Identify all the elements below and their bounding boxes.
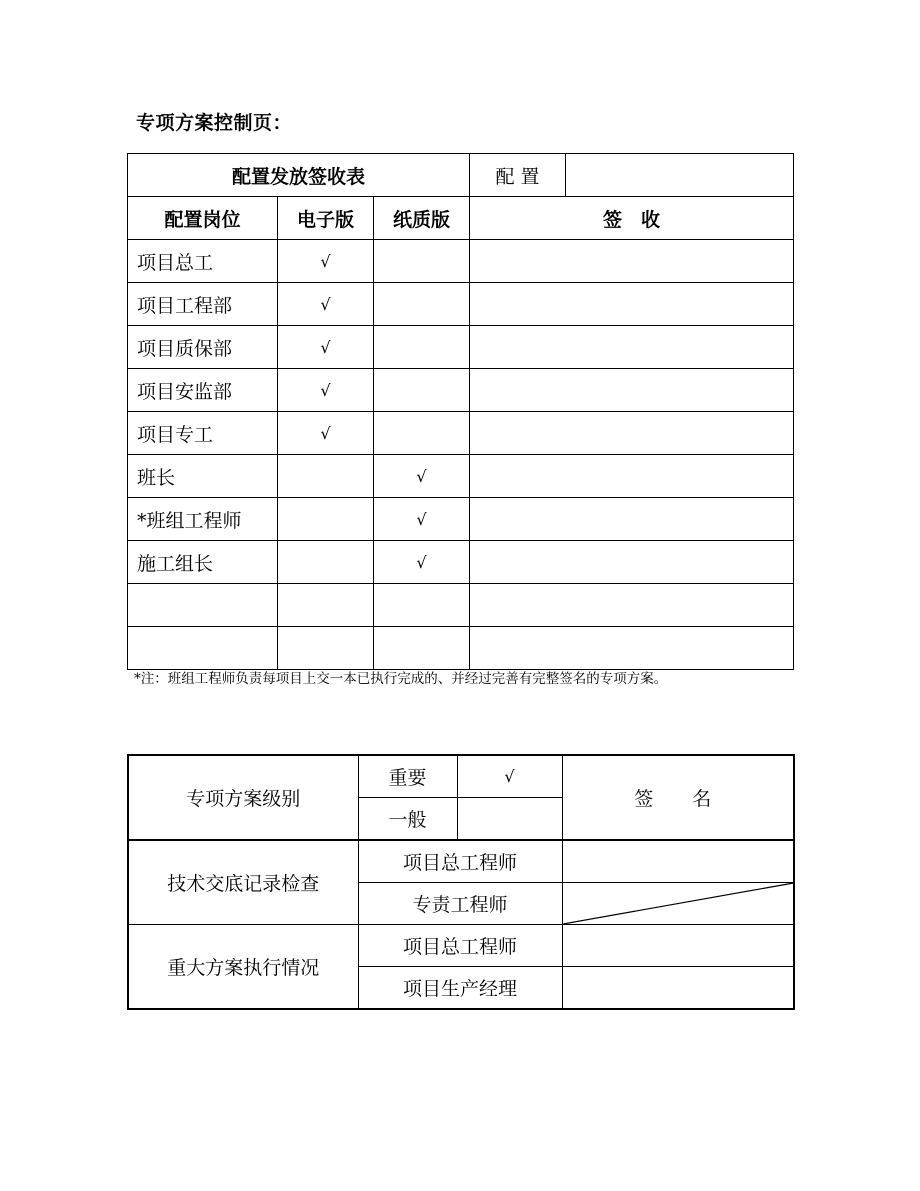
electronic-check — [278, 627, 374, 670]
level-important-mark: √ — [457, 755, 562, 798]
major-role-1: 项目总工程师 — [358, 925, 562, 967]
tech-role-1: 项目总工程师 — [358, 840, 562, 883]
paper-check — [374, 412, 470, 455]
electronic-check — [278, 541, 374, 584]
distribution-header-row — [128, 197, 794, 240]
position-cell: 项目专工 — [128, 412, 278, 455]
diagonal-strike-line — [563, 883, 794, 924]
tech-row-1 — [128, 840, 794, 883]
page-title: 专项方案控制页： — [136, 112, 293, 134]
level-general-mark — [457, 798, 562, 841]
level-general: 一般 — [358, 798, 457, 841]
position-cell — [128, 627, 278, 670]
sign-cell — [470, 627, 794, 670]
header-sign: 签 收 — [470, 197, 794, 240]
major-sign-1 — [562, 925, 794, 967]
position-cell — [128, 584, 278, 627]
config-label: 配 置 — [470, 154, 566, 197]
table-row — [128, 541, 794, 584]
level-row-important — [128, 755, 794, 798]
position-cell: 施工组长 — [128, 541, 278, 584]
electronic-check: √ — [278, 412, 374, 455]
sign-label: 签 名 — [562, 755, 794, 840]
distribution-title: 配置发放签收表 — [128, 154, 470, 197]
sign-cell — [470, 326, 794, 369]
config-value — [566, 154, 794, 197]
header-paper: 纸质版 — [374, 197, 470, 240]
paper-check — [374, 283, 470, 326]
sign-cell — [470, 369, 794, 412]
header-electronic: 电子版 — [278, 197, 374, 240]
major-role-2: 项目生产经理 — [358, 967, 562, 1010]
sign-cell — [470, 412, 794, 455]
paper-check: √ — [374, 498, 470, 541]
tech-role-2: 专责工程师 — [358, 883, 562, 925]
electronic-check: √ — [278, 283, 374, 326]
position-cell: 班长 — [128, 455, 278, 498]
position-cell: 项目安监部 — [128, 369, 278, 412]
table-row — [128, 455, 794, 498]
level-table — [127, 754, 795, 1010]
electronic-check: √ — [278, 369, 374, 412]
paper-check — [374, 326, 470, 369]
sign-cell — [470, 498, 794, 541]
electronic-check: √ — [278, 326, 374, 369]
table-row — [128, 412, 794, 455]
paper-check — [374, 584, 470, 627]
tech-sign-2-struck — [562, 883, 794, 925]
table-row — [128, 326, 794, 369]
table-row — [128, 369, 794, 412]
tech-sign-1 — [562, 840, 794, 883]
table-row — [128, 283, 794, 326]
level-label: 专项方案级别 — [128, 755, 358, 840]
footnote: *注：班组工程师负责每项目上交一本已执行完成的、并经过完善有完整签名的专项方案。 — [134, 671, 668, 687]
header-position: 配置岗位 — [128, 197, 278, 240]
electronic-check — [278, 498, 374, 541]
major-row-1 — [128, 925, 794, 967]
table-row — [128, 240, 794, 283]
sign-cell — [470, 584, 794, 627]
position-cell: *班组工程师 — [128, 498, 278, 541]
position-cell: 项目总工 — [128, 240, 278, 283]
table-row — [128, 627, 794, 670]
paper-check: √ — [374, 455, 470, 498]
paper-check: √ — [374, 541, 470, 584]
sign-cell — [470, 541, 794, 584]
sign-cell — [470, 455, 794, 498]
paper-check — [374, 369, 470, 412]
sign-cell — [470, 283, 794, 326]
distribution-table — [127, 153, 794, 670]
position-cell: 项目质保部 — [128, 326, 278, 369]
tech-check-label: 技术交底记录检查 — [128, 840, 358, 925]
paper-check — [374, 240, 470, 283]
electronic-check — [278, 455, 374, 498]
electronic-check: √ — [278, 240, 374, 283]
paper-check — [374, 627, 470, 670]
major-sign-2 — [562, 967, 794, 1010]
electronic-check — [278, 584, 374, 627]
distribution-title-row — [128, 154, 794, 197]
level-important: 重要 — [358, 755, 457, 798]
sign-cell — [470, 240, 794, 283]
table-row — [128, 584, 794, 627]
major-plan-label: 重大方案执行情况 — [128, 925, 358, 1010]
position-cell: 项目工程部 — [128, 283, 278, 326]
table-row — [128, 498, 794, 541]
